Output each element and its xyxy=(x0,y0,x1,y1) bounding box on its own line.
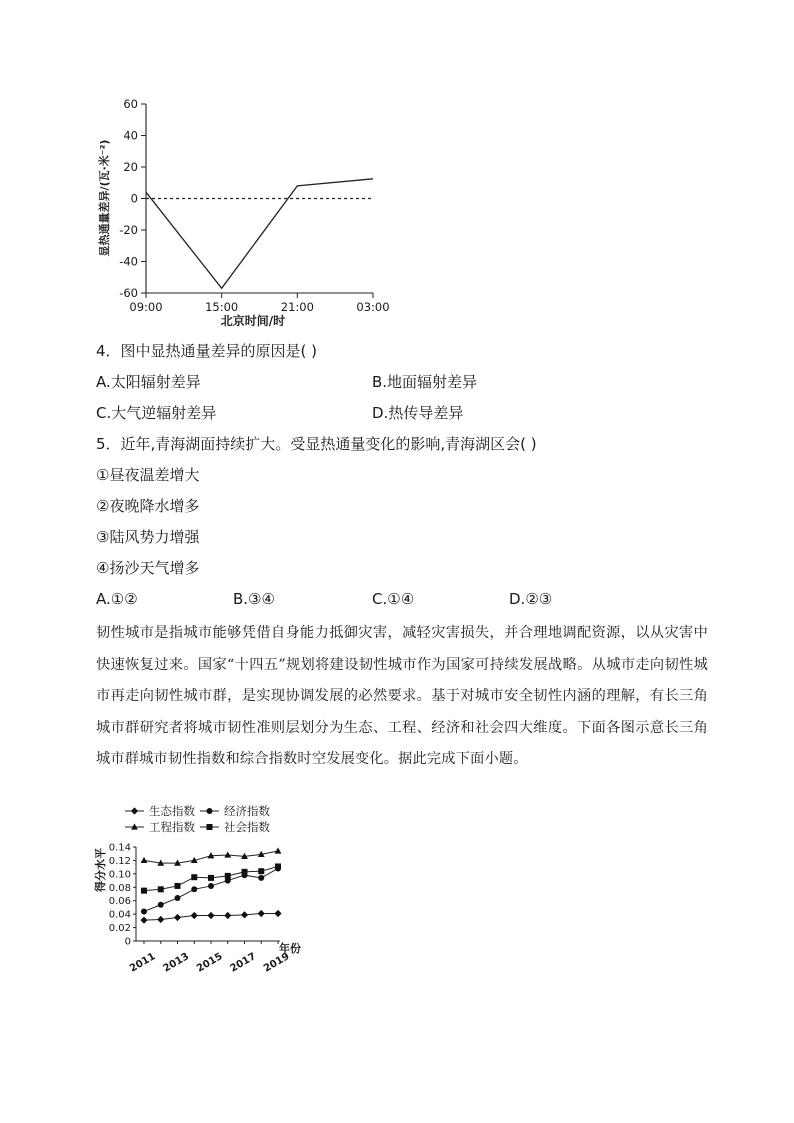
question-5-item-1: ①昼夜温差增大 xyxy=(96,466,200,484)
resilience-y-axis-label: 得分水平 xyxy=(94,848,107,892)
resilience-point-square xyxy=(175,883,181,889)
resilience-y-tick-label: 0.06 xyxy=(108,896,131,908)
legend-marker-circle xyxy=(207,808,213,814)
resilience-point-square xyxy=(141,888,147,894)
resilience-index-chart xyxy=(0,795,794,975)
legend-marker-diamond xyxy=(131,807,138,814)
question-4-option-c: C.大气逆辐射差异 xyxy=(96,404,217,422)
heat-flux-y-tick-label: 40 xyxy=(123,128,138,143)
heat-flux-y-axis-label: 显热通量差异/(瓦·米⁻²) xyxy=(98,139,111,257)
resilience-point-square xyxy=(158,886,164,892)
resilience-point-diamond xyxy=(174,914,181,921)
heat-flux-x-tick-label: 15:00 xyxy=(205,300,239,314)
resilience-x-tick-label: 2015 xyxy=(194,951,225,975)
resilience-point-circle xyxy=(158,902,164,908)
resilience-point-square xyxy=(275,863,281,869)
resilience-point-diamond xyxy=(258,910,265,917)
heat-flux-axes xyxy=(146,104,373,293)
heat-flux-x-axis-label: 北京时间/时 xyxy=(220,314,286,328)
resilience-y-tick-label: 0.10 xyxy=(108,869,131,881)
resilience-legend xyxy=(125,804,270,834)
heat-flux-x-tick-label: 21:00 xyxy=(280,300,314,314)
heat-flux-x-tick-label: 03:00 xyxy=(356,300,390,314)
resilience-y-tick-label: 0.14 xyxy=(108,842,131,854)
legend-label: 经济指数 xyxy=(224,804,270,818)
legend-label: 社会指数 xyxy=(224,820,270,834)
legend-marker-square xyxy=(207,824,213,830)
heat-flux-y-tick-label: 60 xyxy=(123,97,138,111)
heat-flux-series-line xyxy=(146,179,373,288)
resilience-x-tick-label: 2011 xyxy=(127,951,158,975)
heat-flux-y-tick-label: 0 xyxy=(130,191,138,206)
heat-flux-y-tick-label: 20 xyxy=(123,160,138,174)
heat-flux-chart xyxy=(0,0,794,340)
question-5-option-c: C.①④ xyxy=(372,590,415,608)
resilience-x-tick-label: 2017 xyxy=(228,951,259,975)
resilience-point-diamond xyxy=(241,911,248,918)
resilience-x-tick-label: 2013 xyxy=(161,951,192,975)
question-5-option-b: B.③④ xyxy=(233,590,275,608)
resilience-x-axis-label: 年份 xyxy=(279,942,301,955)
resilience-y-tick-label: 0.02 xyxy=(108,923,131,935)
resilience-point-circle xyxy=(208,883,214,889)
legend-label: 生态指数 xyxy=(149,804,195,818)
resilience-point-square xyxy=(225,873,231,879)
heat-flux-y-tick-label: -40 xyxy=(119,254,138,269)
resilience-point-square xyxy=(242,869,248,875)
resilience-point-triangle xyxy=(141,857,148,863)
resilience-point-circle xyxy=(191,886,197,892)
resilience-point-diamond xyxy=(140,917,147,924)
resilience-point-square xyxy=(191,874,197,880)
question-5-option-d: D.②③ xyxy=(509,590,553,608)
heat-flux-y-tick-label: -20 xyxy=(119,223,138,237)
question-4-stem: 4．图中显热通量差异的原因是( ) xyxy=(96,342,318,360)
question-4-option-d: D.热传导差异 xyxy=(372,404,464,422)
resilience-point-circle xyxy=(258,875,264,881)
resilience-x-tick-label: 2019 xyxy=(261,951,292,975)
resilient-city-passage: 韧性城市是指城市能够凭借自身能力抵御灾害，减轻灾害损失，并合理地调配资源，以从灾害中快速恢复过来。国家“十四五”规划将建设韧性城市作为国家可持续发展战略。从城市走向韧性城市再走向韧性城市群，是实现协调发展的必然要求。基于对城市安全韧性内涵的理解，有长三角城市群研究者将城市韧性准则层划分为生态、工程、经济和社会四大维度。下面各图示意长三角城市群城市韧性指数和综合指数时空发展变化。据此完成下面小题。 xyxy=(96,625,708,767)
resilience-point-diamond xyxy=(274,910,281,917)
resilience-y-tick-label: 0.08 xyxy=(108,882,131,894)
heat-flux-y-tick-label: -60 xyxy=(119,286,138,300)
resilience-point-square xyxy=(208,875,214,881)
resilience-point-circle xyxy=(175,895,181,901)
resilience-y-tick-label: 0 xyxy=(124,936,131,948)
legend-label: 工程指数 xyxy=(149,820,195,834)
heat-flux-x-tick-label: 09:00 xyxy=(129,300,163,314)
question-5-option-a: A.①② xyxy=(96,590,138,608)
question-5-stem: 5．近年,青海湖面持续扩大。受显热通量变化的影响,青海湖区会( ) xyxy=(96,435,537,453)
resilience-y-tick-label: 0.12 xyxy=(108,855,131,867)
resilience-y-tick-label: 0.04 xyxy=(108,909,131,921)
resilience-point-diamond xyxy=(224,912,231,919)
resilience-point-diamond xyxy=(191,912,198,919)
resilience-point-diamond xyxy=(157,916,164,923)
resilience-point-triangle xyxy=(275,847,282,853)
question-4-option-b: B.地面辐射差异 xyxy=(372,373,478,391)
resilience-point-circle xyxy=(141,908,147,914)
resilience-point-triangle xyxy=(224,851,231,857)
question-5-item-3: ③陆风势力增强 xyxy=(96,528,200,546)
resilience-point-square xyxy=(258,868,264,874)
question-4-option-a: A.太阳辐射差异 xyxy=(96,373,201,391)
resilience-point-diamond xyxy=(207,912,214,919)
question-5-item-4: ④扬沙天气增多 xyxy=(96,559,200,577)
question-5-item-2: ②夜晚降水增多 xyxy=(96,497,200,515)
